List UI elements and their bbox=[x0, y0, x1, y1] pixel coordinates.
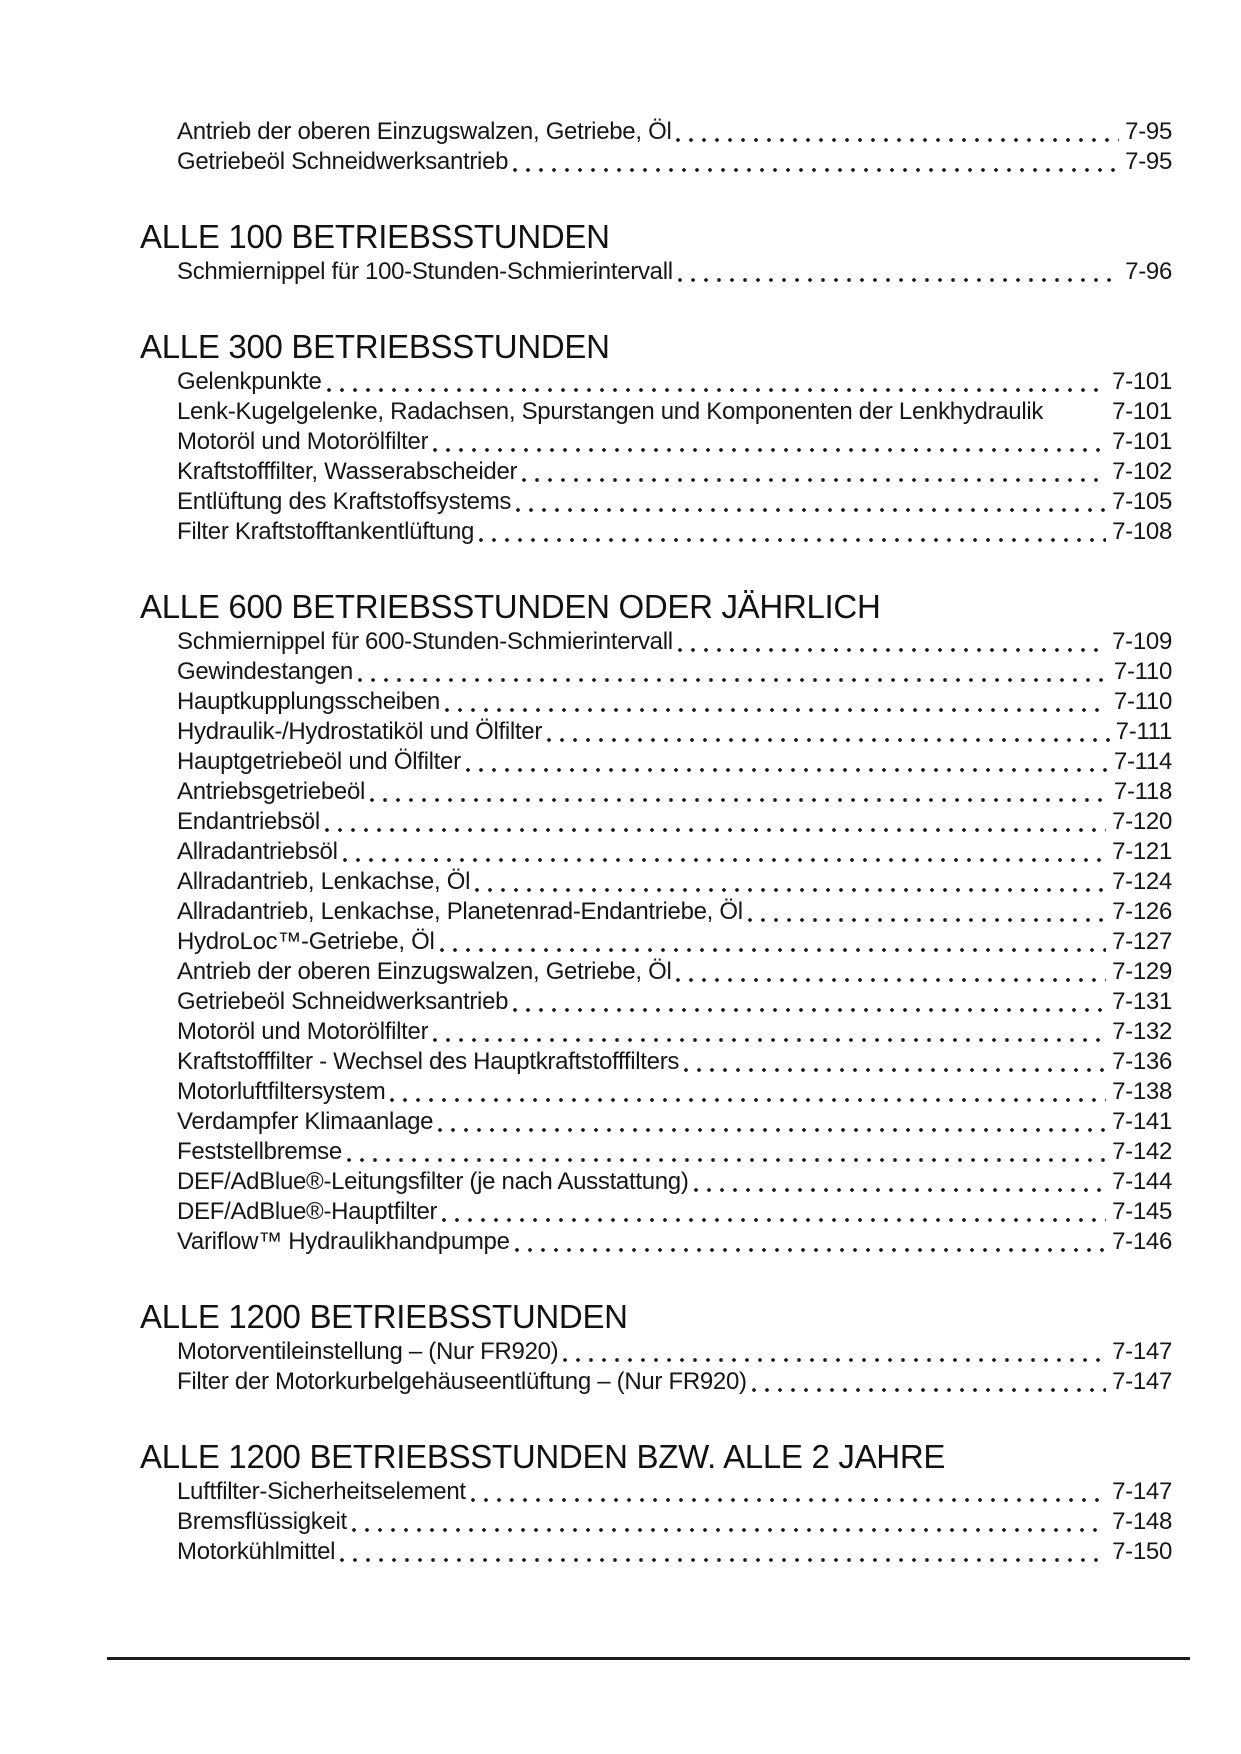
toc-entry-page: 7-147 bbox=[1112, 1478, 1172, 1505]
toc-entry bbox=[177, 1367, 1172, 1397]
dot-leader bbox=[433, 1017, 1106, 1047]
toc-entry-label: Bremsflüssigkeit bbox=[177, 1508, 347, 1535]
toc-entry bbox=[177, 1137, 1172, 1167]
toc-entry bbox=[177, 1047, 1172, 1077]
toc-entry bbox=[177, 1077, 1172, 1107]
toc-entry bbox=[177, 1477, 1172, 1507]
toc-entry-label: Getriebeöl Schneidwerksantrieb bbox=[177, 148, 509, 175]
toc-entry-label: Filter der Motorkurbelgehäuseentlüftung – (Nur FR920) bbox=[177, 1368, 747, 1395]
toc-entry-label: Entlüftung des Kraftstoffsystems bbox=[177, 488, 512, 515]
toc-entry-page: 7-126 bbox=[1112, 898, 1172, 925]
dot-leader bbox=[445, 687, 1108, 717]
toc-entry-label: Allradantriebsöl bbox=[177, 838, 338, 865]
toc-section bbox=[140, 587, 1172, 1257]
toc-entry-page: 7-105 bbox=[1112, 488, 1172, 515]
toc-entry bbox=[177, 1337, 1172, 1367]
dot-leader bbox=[676, 117, 1119, 147]
toc-entry-label: Hydraulik-/Hydrostatiköl und Ölfilter bbox=[177, 718, 543, 745]
toc-entry-label: Verdampfer Klimaanlage bbox=[177, 1108, 434, 1135]
dot-leader bbox=[352, 1507, 1106, 1537]
section-heading: ALLE 100 BETRIEBSSTUNDEN bbox=[140, 218, 610, 255]
toc-entry-label: DEF/AdBlue®-Leitungsfilter (je nach Ausstattung) bbox=[177, 1168, 689, 1195]
toc-entry-label: Schmiernippel für 100-Stunden-Schmierintervall bbox=[177, 258, 673, 285]
toc-entry-label: HydroLoc™-Getriebe, Öl bbox=[177, 928, 435, 955]
toc-entry bbox=[177, 147, 1172, 177]
dot-leader bbox=[1048, 397, 1106, 427]
toc-entry bbox=[177, 457, 1172, 487]
dot-leader bbox=[343, 837, 1106, 867]
toc-entry bbox=[177, 957, 1172, 987]
toc-entry bbox=[177, 747, 1172, 777]
toc-entry bbox=[177, 987, 1172, 1017]
toc-entry-label: Lenk-Kugelgelenke, Radachsen, Spurstangen und Komponenten der Lenkhydraulik bbox=[177, 398, 1044, 425]
toc-entry bbox=[177, 1167, 1172, 1197]
dot-leader bbox=[466, 747, 1108, 777]
toc-entry-page: 7-95 bbox=[1125, 118, 1172, 145]
dot-leader bbox=[678, 627, 1106, 657]
toc-entry-label: Hauptgetriebeöl und Ölfilter bbox=[177, 748, 461, 775]
dot-leader bbox=[563, 1337, 1106, 1367]
toc-entry-page: 7-111 bbox=[1115, 718, 1172, 745]
toc-entry-page: 7-108 bbox=[1112, 518, 1172, 545]
toc-entry bbox=[177, 1507, 1172, 1537]
toc-entry-page: 7-136 bbox=[1112, 1048, 1172, 1075]
toc-entry-label: Hauptkupplungsscheiben bbox=[177, 688, 440, 715]
dot-leader bbox=[479, 517, 1106, 547]
toc-entry-page: 7-147 bbox=[1112, 1338, 1172, 1365]
dot-leader bbox=[752, 1367, 1106, 1397]
toc-entry-label: Antrieb der oberen Einzugswalzen, Getriebe, Öl bbox=[177, 118, 672, 145]
dot-leader bbox=[442, 1197, 1106, 1227]
toc-entry-label: Kraftstofffilter - Wechsel des Hauptkraftstofffilters bbox=[177, 1048, 680, 1075]
dot-leader bbox=[327, 367, 1107, 397]
toc-entry-page: 7-121 bbox=[1112, 838, 1172, 865]
toc-entry-label: Antriebsgetriebeöl bbox=[177, 778, 366, 805]
toc-entry-page: 7-118 bbox=[1113, 778, 1172, 805]
toc-entry-label: Motorventileinstellung – (Nur FR920) bbox=[177, 1338, 559, 1365]
toc-entry-page: 7-145 bbox=[1112, 1198, 1172, 1225]
dot-leader bbox=[547, 717, 1110, 747]
toc-entry bbox=[177, 867, 1172, 897]
toc-entry-page: 7-110 bbox=[1113, 688, 1172, 715]
toc-entry-page: 7-147 bbox=[1112, 1368, 1172, 1395]
toc-entry bbox=[177, 517, 1172, 547]
toc-entry-label: Motoröl und Motorölfilter bbox=[177, 428, 429, 455]
toc-entry-page: 7-101 bbox=[1112, 368, 1172, 395]
toc-entry-page: 7-146 bbox=[1112, 1228, 1172, 1255]
section-heading: ALLE 300 BETRIEBSSTUNDEN bbox=[140, 328, 610, 365]
dot-leader bbox=[340, 1537, 1106, 1567]
section-heading: ALLE 600 BETRIEBSSTUNDEN ODER JÄHRLICH bbox=[140, 588, 881, 625]
toc-entry-page: 7-132 bbox=[1112, 1018, 1172, 1045]
dot-leader bbox=[513, 147, 1119, 177]
footer-rule bbox=[107, 1657, 1190, 1660]
dot-leader bbox=[678, 257, 1119, 287]
toc-entry bbox=[177, 487, 1172, 517]
toc-entry bbox=[177, 257, 1172, 287]
dot-leader bbox=[516, 487, 1106, 517]
toc-entry bbox=[177, 687, 1172, 717]
dot-leader bbox=[370, 777, 1108, 807]
toc-entry bbox=[177, 927, 1172, 957]
toc-entry-page: 7-109 bbox=[1112, 628, 1172, 655]
toc-entry-page: 7-95 bbox=[1125, 148, 1172, 175]
toc-entry bbox=[177, 1227, 1172, 1257]
toc-entry-page: 7-144 bbox=[1112, 1168, 1172, 1195]
toc-entry-label: Endantriebsöl bbox=[177, 808, 320, 835]
toc-entry-label: DEF/AdBlue®-Hauptfilter bbox=[177, 1198, 438, 1225]
toc-entry-label: Variflow™ Hydraulikhandpumpe bbox=[177, 1228, 510, 1255]
dot-leader bbox=[748, 897, 1106, 927]
toc-entry bbox=[177, 807, 1172, 837]
dot-leader bbox=[684, 1047, 1106, 1077]
toc-entry-label: Kraftstofffilter, Wasserabscheider bbox=[177, 458, 518, 485]
toc-entry-label: Filter Kraftstofftankentlüftung bbox=[177, 518, 475, 545]
toc-entry-page: 7-101 bbox=[1112, 398, 1172, 425]
dot-leader bbox=[694, 1167, 1107, 1197]
toc-entry bbox=[177, 777, 1172, 807]
toc-entry-page: 7-131 bbox=[1112, 988, 1172, 1015]
toc-entry-page: 7-114 bbox=[1113, 748, 1172, 775]
toc-entry-label: Getriebeöl Schneidwerksantrieb bbox=[177, 988, 509, 1015]
section-heading: ALLE 1200 BETRIEBSSTUNDEN bbox=[140, 1298, 628, 1335]
toc-entry bbox=[177, 657, 1172, 687]
toc-entry bbox=[177, 367, 1172, 397]
dot-leader bbox=[471, 1477, 1106, 1507]
toc bbox=[140, 117, 1172, 1567]
dot-leader bbox=[515, 1227, 1106, 1257]
dot-leader bbox=[325, 807, 1106, 837]
dot-leader bbox=[438, 1107, 1106, 1137]
toc-entry bbox=[177, 117, 1172, 147]
toc-entry bbox=[177, 627, 1172, 657]
toc-entry-label: Luftfilter-Sicherheitselement bbox=[177, 1478, 466, 1505]
toc-entry bbox=[177, 717, 1172, 747]
toc-entry-page: 7-124 bbox=[1112, 868, 1172, 895]
toc-entry-label: Motoröl und Motorölfilter bbox=[177, 1018, 429, 1045]
toc-entry bbox=[177, 1537, 1172, 1567]
toc-entry bbox=[177, 1017, 1172, 1047]
toc-entry-label: Feststellbremse bbox=[177, 1138, 342, 1165]
toc-entry bbox=[177, 897, 1172, 927]
toc-entry-page: 7-120 bbox=[1112, 808, 1172, 835]
toc-entry-page: 7-150 bbox=[1112, 1538, 1172, 1565]
toc-entry-page: 7-141 bbox=[1112, 1108, 1172, 1135]
toc-section bbox=[140, 217, 1172, 287]
toc-section bbox=[140, 1297, 1172, 1397]
toc-entry-page: 7-127 bbox=[1112, 928, 1172, 955]
toc-entry-page: 7-101 bbox=[1112, 428, 1172, 455]
dot-leader bbox=[475, 867, 1106, 897]
toc-entry-page: 7-102 bbox=[1112, 458, 1172, 485]
toc-entry-page: 7-129 bbox=[1112, 958, 1172, 985]
dot-leader bbox=[513, 987, 1106, 1017]
toc-entry bbox=[177, 427, 1172, 457]
dot-leader bbox=[358, 657, 1108, 687]
dot-leader bbox=[390, 1077, 1106, 1107]
dot-leader bbox=[440, 927, 1107, 957]
toc-entry-label: Schmiernippel für 600-Stunden-Schmierintervall bbox=[177, 628, 673, 655]
toc-section bbox=[140, 117, 1172, 177]
toc-section bbox=[140, 1437, 1172, 1567]
toc-entry bbox=[177, 1107, 1172, 1137]
toc-entry bbox=[177, 837, 1172, 867]
toc-entry-page: 7-142 bbox=[1112, 1138, 1172, 1165]
dot-leader bbox=[676, 957, 1106, 987]
toc-entry-label: Motorluftfiltersystem bbox=[177, 1078, 386, 1105]
toc-entry-page: 7-96 bbox=[1125, 258, 1172, 285]
toc-entry-page: 7-148 bbox=[1112, 1508, 1172, 1535]
toc-entry-label: Antrieb der oberen Einzugswalzen, Getriebe, Öl bbox=[177, 958, 672, 985]
section-heading: ALLE 1200 BETRIEBSSTUNDEN BZW. ALLE 2 JAHRE bbox=[140, 1438, 946, 1475]
toc-entry bbox=[177, 397, 1172, 427]
toc-entry-label: Motorkühlmittel bbox=[177, 1538, 336, 1565]
toc-entry bbox=[177, 1197, 1172, 1227]
toc-section bbox=[140, 327, 1172, 547]
toc-entry-label: Gelenkpunkte bbox=[177, 368, 322, 395]
dot-leader bbox=[522, 457, 1106, 487]
dot-leader bbox=[433, 427, 1106, 457]
toc-entry-label: Allradantrieb, Lenkachse, Planetenrad-Endantriebe, Öl bbox=[177, 898, 743, 925]
toc-entry-page: 7-138 bbox=[1112, 1078, 1172, 1105]
toc-entry-page: 7-110 bbox=[1113, 658, 1172, 685]
toc-entry-label: Allradantrieb, Lenkachse, Öl bbox=[177, 868, 471, 895]
toc-entry-label: Gewindestangen bbox=[177, 658, 353, 685]
dot-leader bbox=[347, 1137, 1106, 1167]
